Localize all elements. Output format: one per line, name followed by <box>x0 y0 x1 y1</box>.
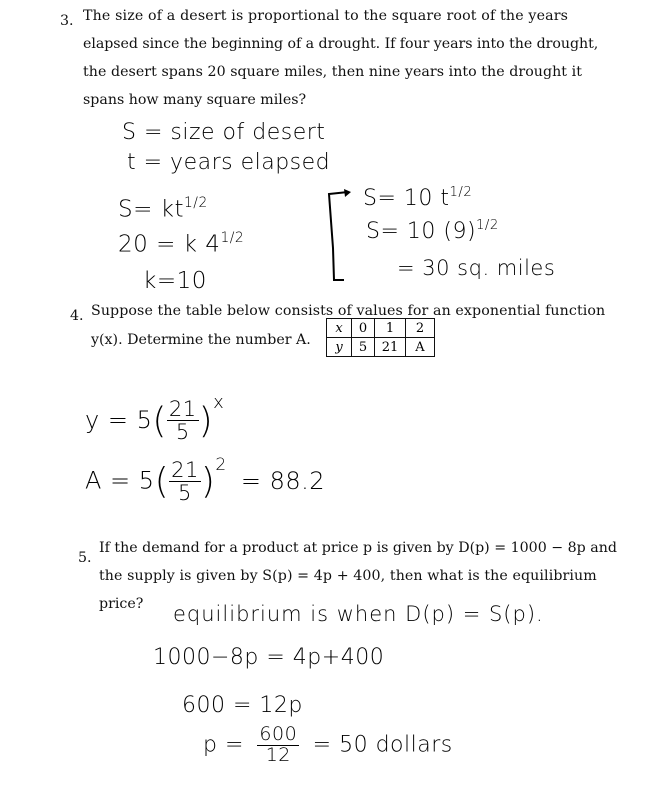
problem-3-text-line: spans how many square miles? <box>83 92 307 108</box>
problem-4-text-line: Suppose the table below consists of values for an exponential function <box>91 303 606 319</box>
table-row <box>327 338 435 357</box>
handwritten-equation: S= 10 $t^{1/2}$ <box>363 185 473 212</box>
table-row <box>327 319 435 338</box>
problem-3-text-line: elapsed since the beginning of a drought. If four years into the drought, <box>83 36 599 52</box>
bracket-arrow-icon <box>320 188 360 284</box>
problem-4-text-line: y(x). Determine the number A. <box>91 332 311 348</box>
problem-3-number: 3. <box>60 13 74 29</box>
handwritten-equation: A = 5( $\frac{21}{5}$ )$^2$ = 88.2 <box>85 455 326 506</box>
handwritten-answer: = 50 dollars <box>312 732 453 758</box>
handwritten-equation: 20 = k $4^{1/2}$ <box>118 230 245 258</box>
table-cell: 21 <box>375 338 406 357</box>
table-cell: 2 <box>406 319 435 338</box>
handwritten-equation: S= 10 $(9)^{1/2}$ <box>366 218 499 245</box>
handwritten-statement: equilibrium is when D(p) = S(p). <box>173 602 544 626</box>
table-cell: 0 <box>352 319 375 338</box>
table-cell: A <box>406 338 435 357</box>
problem-3-text-line: the desert spans 20 square miles, then nine years into the drought it <box>83 64 582 80</box>
handwritten-answer: = 30 sq. miles <box>397 256 556 280</box>
problem-5-text-line: If the demand for a product at price p is given by D(p) = 1000 − 8p and <box>99 540 617 556</box>
xy-value-table <box>326 318 435 357</box>
handwritten-answer: = 88.2 <box>240 466 326 495</box>
problem-5-text-line: the supply is given by S(p) = 4p + 400, then what is the equilibrium <box>99 568 597 584</box>
handwritten-equation: y = 5( $\frac{21}{5}$ )$^x$ <box>85 392 225 445</box>
handwritten-equation: 600 = 12p <box>182 693 303 718</box>
handwritten-equation: p = $\frac{600}{12}$ = 50 dollars <box>203 723 453 766</box>
handwritten-equation: $S= kt^{1/2}$ <box>118 195 208 223</box>
handwritten-definition-s: S = size of desert <box>122 120 326 145</box>
fraction: $\frac{21}{5}$ <box>171 458 199 506</box>
table-cell: 1 <box>375 319 406 338</box>
handwritten-definition-t: t = years elapsed <box>127 150 331 175</box>
table-cell: x <box>327 319 352 338</box>
problem-4-number: 4. <box>70 308 84 324</box>
handwritten-equation: k=10 <box>143 268 207 294</box>
table-cell: y <box>327 338 352 357</box>
handwritten-equation: 1000−8p = 4p+400 <box>153 645 385 670</box>
fraction: $\frac{21}{5}$ <box>168 397 197 445</box>
table-cell: 5 <box>352 338 375 357</box>
fraction: $\frac{600}{12}$ <box>259 723 298 766</box>
problem-3-text-line: The size of a desert is proportional to the square root of the years <box>83 8 569 24</box>
problem-5-text-line: price? <box>99 596 144 612</box>
problem-5-number: 5. <box>78 550 92 566</box>
